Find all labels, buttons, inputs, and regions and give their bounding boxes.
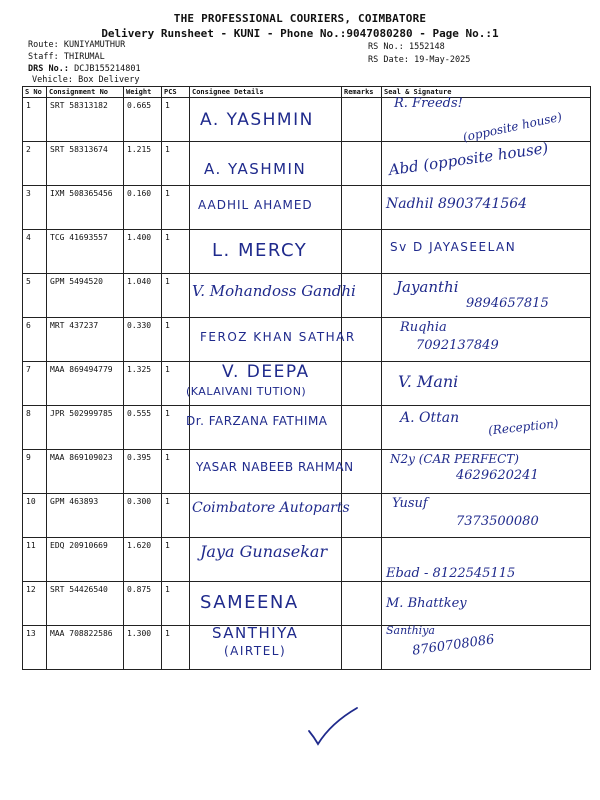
handwritten-signature: Ruqhia [400, 320, 447, 335]
table-row [23, 538, 591, 582]
cell-weight: 0.875 [124, 582, 162, 626]
handwritten-phone: 7373500080 [456, 514, 539, 529]
cell-signature [382, 494, 591, 538]
handwritten-consignee: AADHIL AHAMED [198, 198, 313, 212]
handwritten-signature: R. Freeds! [394, 96, 463, 111]
vehicle-value: Box Delivery [78, 75, 140, 85]
cell-remarks [342, 582, 382, 626]
table-row [23, 318, 591, 362]
cell-consignment: TCG 41693557 [47, 230, 124, 274]
handwritten-consignee: V. DEEPA [222, 362, 310, 382]
handwritten-phone: 7092137849 [416, 338, 499, 353]
handwritten-signature: Ebad - 8122545115 [386, 566, 516, 581]
table-row [23, 98, 591, 142]
runsheet-subtitle: Delivery Runsheet - KUNI - Phone No.:9047080280 - Page No.:1 [101, 27, 499, 40]
cell-weight: 1.325 [124, 362, 162, 406]
handwritten-consignee: V. Mohandoss Gandhi [192, 282, 356, 300]
rs-no-line [368, 42, 445, 52]
col-header-remarks: Remarks [342, 87, 382, 98]
col-header-weight: Weight [124, 87, 162, 98]
cell-consignee [190, 230, 342, 274]
handwritten-phone: 4629620241 [456, 468, 539, 483]
cell-consignment: JPR 502999785 [47, 406, 124, 450]
cell-consignment: MAA 708822586 [47, 626, 124, 670]
table-row [23, 494, 591, 538]
cell-consignment: SRT 58313674 [47, 142, 124, 186]
drs-line [28, 64, 141, 74]
cell-consignee [190, 318, 356, 362]
cell-consignment: SRT 54426540 [47, 582, 124, 626]
handwritten-signature: Santhiya [386, 624, 435, 637]
handwritten-signature: M. Bhattkey [386, 596, 467, 611]
handwritten-consignee: Jaya Gunasekar [200, 542, 328, 561]
cell-pcs: 1 [162, 450, 190, 494]
handwritten-consignee: SANTHIYA [212, 624, 299, 642]
col-header-signature: Seal & Signature [382, 87, 591, 98]
vehicle-label: Vehicle: [32, 75, 73, 85]
cell-weight: 1.300 [124, 626, 162, 670]
cell-consignee [190, 98, 342, 142]
cell-consignee [190, 186, 342, 230]
cell-weight: 0.555 [124, 406, 162, 450]
cell-weight: 1.215 [124, 142, 162, 186]
col-header-consignment: Consignment No [47, 87, 124, 98]
rs-date-label: RS Date: [368, 55, 409, 65]
cell-remarks [342, 142, 382, 186]
handwritten-consignee: SAMEENA [200, 592, 299, 613]
table-row [23, 582, 591, 626]
cell-consignee [190, 626, 342, 670]
handwritten-consignee: A. YASHMIN [204, 160, 307, 178]
handwritten-signature: V. Mani [398, 372, 459, 391]
cell-signature [382, 318, 591, 362]
cell-consignment: SRT 58313182 [47, 98, 124, 142]
cell-weight: 1.400 [124, 230, 162, 274]
cell-signature [382, 230, 591, 274]
cell-sno: 5 [23, 274, 47, 318]
cell-pcs: 1 [162, 318, 190, 362]
cell-consignee [190, 142, 342, 186]
handwritten-consignee-note: (AIRTEL) [224, 644, 287, 658]
cell-signature [382, 582, 591, 626]
cell-pcs: 1 [162, 626, 190, 670]
cell-sno: 12 [23, 582, 47, 626]
handwritten-consignee: Coimbatore Autoparts [192, 500, 350, 516]
cell-pcs: 1 [162, 98, 190, 142]
cell-remarks [342, 230, 382, 274]
cell-consignment: GPM 5494520 [47, 274, 124, 318]
staff-line [28, 52, 105, 62]
cell-sno: 13 [23, 626, 47, 670]
handwritten-signature: Yusuf [392, 496, 428, 511]
cell-signature [382, 138, 591, 186]
cell-signature [382, 96, 591, 145]
handwritten-signature: Sv D JAYASEELAN [390, 240, 517, 254]
handwritten-phone: 8760708086 [411, 632, 496, 659]
cell-signature [382, 538, 591, 582]
cell-remarks [342, 362, 382, 406]
cell-consignment: MRT 437237 [47, 318, 124, 362]
handwritten-consignee: Dr. FARZANA FATHIMA [186, 414, 328, 428]
cell-weight: 0.160 [124, 186, 162, 230]
cell-weight: 0.330 [124, 318, 162, 362]
handwritten-signature: N2y (CAR PERFECT) [390, 452, 519, 466]
handwritten-signature: A. Ottan [400, 410, 460, 426]
table-row [23, 142, 591, 186]
cell-sno: 2 [23, 142, 47, 186]
cell-consignee [190, 450, 354, 494]
cell-pcs: 1 [162, 186, 190, 230]
cell-consignment: MAA 869109023 [47, 450, 124, 494]
handwritten-phone: 9894657815 [466, 296, 549, 311]
drs-label: DRS No.: [28, 64, 69, 74]
cell-signature [382, 406, 591, 450]
cell-weight: 1.620 [124, 538, 162, 582]
table-row [23, 626, 591, 670]
handwritten-note: (Reception) [487, 416, 560, 438]
rs-date-value: 19-May-2025 [414, 55, 471, 65]
cell-signature [382, 362, 591, 406]
drs-value: DCJB155214801 [74, 64, 141, 74]
handwritten-signature: Abd (opposite house) [387, 138, 550, 180]
cell-weight: 0.395 [124, 450, 162, 494]
handwritten-consignee: A. YASHMIN [200, 110, 314, 130]
handwritten-consignee-note: (KALAIVANI TUTION) [186, 385, 307, 398]
route-line [28, 40, 125, 50]
cell-weight: 0.300 [124, 494, 162, 538]
cell-pcs: 1 [162, 274, 190, 318]
table-row [23, 362, 591, 406]
handwritten-note: (opposite house) [461, 109, 564, 145]
cell-sno: 4 [23, 230, 47, 274]
cell-pcs: 1 [162, 406, 190, 450]
cell-consignee [186, 406, 342, 450]
col-header-pcs: PCS [162, 87, 190, 98]
handwritten-signature: Nadhil 8903741564 [386, 196, 528, 212]
cell-consignment: IXM 508365456 [47, 186, 124, 230]
handwritten-consignee: YASAR NABEEB RAHMAN [196, 460, 354, 474]
cell-signature [382, 626, 591, 670]
table-row [23, 406, 591, 450]
cell-sno: 10 [23, 494, 47, 538]
cell-signature [382, 186, 591, 230]
cell-consignment: GPM 463893 [47, 494, 124, 538]
handwritten-consignee: FEROZ KHAN SATHAR [200, 330, 356, 344]
cell-remarks [342, 406, 382, 450]
cell-sno: 1 [23, 98, 47, 142]
rs-no-label: RS No.: [368, 42, 404, 52]
handwritten-consignee: L. MERCY [212, 240, 308, 261]
cell-sno: 6 [23, 318, 47, 362]
checkmark-icon [305, 705, 361, 747]
cell-signature [382, 450, 591, 494]
cell-sno: 8 [23, 406, 47, 450]
col-header-sno: S No [23, 87, 47, 98]
cell-pcs: 1 [162, 230, 190, 274]
route-value: KUNIYAMUTHUR [63, 40, 126, 50]
table-row [23, 186, 591, 230]
cell-remarks [342, 98, 382, 142]
company-title: THE PROFESSIONAL COURIERS, COIMBATORE [173, 12, 427, 25]
vehicle-line [32, 75, 140, 85]
runsheet-table [22, 86, 591, 670]
cell-sno: 11 [23, 538, 47, 582]
cell-pcs: 1 [162, 582, 190, 626]
cell-pcs: 1 [162, 494, 190, 538]
cell-pcs: 1 [162, 362, 190, 406]
handwritten-signature: Jayanthi [396, 278, 459, 296]
cell-consignee [190, 274, 356, 318]
staff-label: Staff: [28, 52, 59, 62]
cell-remarks [342, 626, 382, 670]
cell-sno: 9 [23, 450, 47, 494]
cell-consignee [186, 362, 342, 406]
cell-consignee [190, 494, 350, 538]
cell-pcs: 1 [162, 538, 190, 582]
col-header-consignee: Consignee Details [190, 87, 342, 98]
cell-sno: 7 [23, 362, 47, 406]
cell-weight: 0.665 [124, 98, 162, 142]
cell-pcs: 1 [162, 142, 190, 186]
cell-weight: 1.040 [124, 274, 162, 318]
cell-remarks [342, 538, 382, 582]
rs-date-line [368, 55, 470, 65]
cell-consignment: MAA 869494779 [47, 362, 124, 406]
cell-consignee [190, 582, 342, 626]
cell-signature [382, 274, 591, 318]
cell-remarks [342, 186, 382, 230]
cell-consignee [190, 538, 342, 582]
cell-consignment: EDQ 20910669 [47, 538, 124, 582]
table-row [23, 450, 591, 494]
staff-value: THIRUMAL [63, 52, 105, 62]
table-row [23, 274, 591, 318]
rs-no-value: 1552148 [408, 42, 445, 52]
cell-sno: 3 [23, 186, 47, 230]
table-row [23, 230, 591, 274]
route-label: Route: [28, 40, 59, 50]
table-header-row [23, 87, 591, 98]
